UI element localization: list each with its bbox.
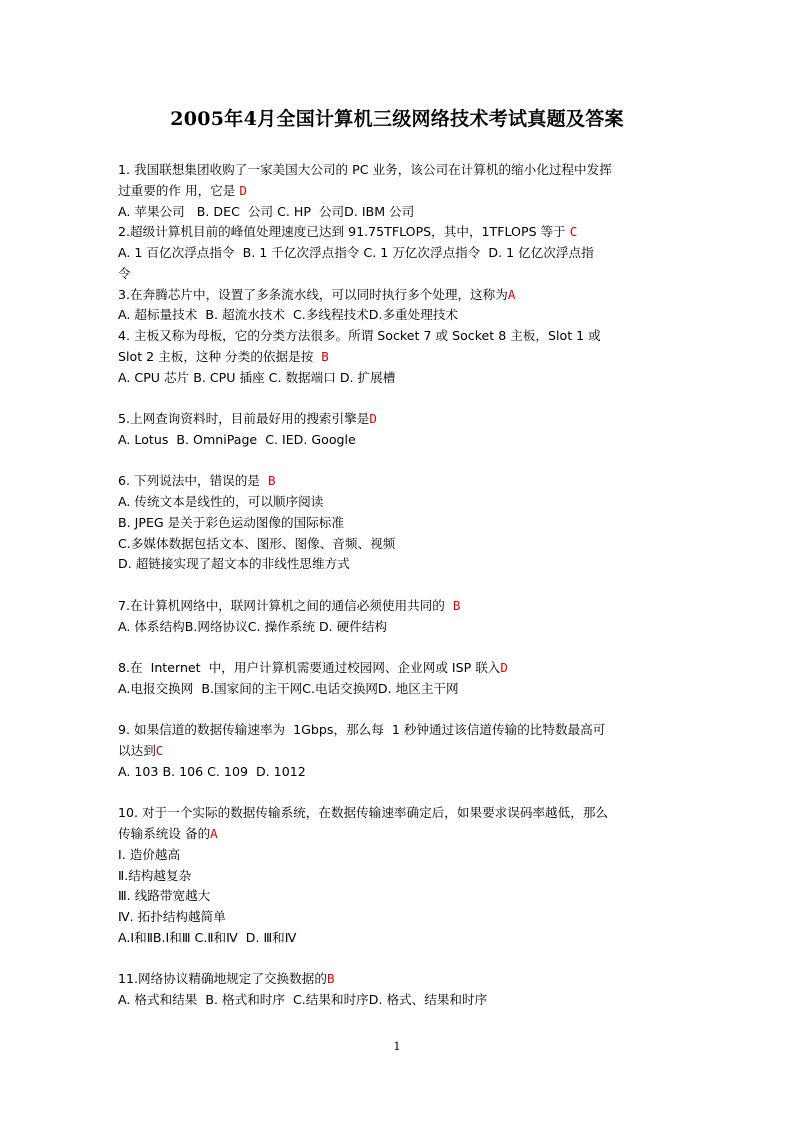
question-8: [118, 658, 684, 700]
question-line: [118, 824, 684, 845]
question-11: [118, 969, 684, 1011]
question-line: [118, 222, 684, 243]
question-line: [118, 243, 684, 264]
question-line: [118, 326, 684, 347]
answer-key: B: [452, 597, 461, 613]
question-line: [118, 658, 684, 679]
question-line: [118, 990, 684, 1011]
question-text: 传输系统设 备的: [118, 826, 211, 841]
question-line: [118, 471, 684, 492]
question-line: [118, 264, 684, 285]
answer-key: C: [569, 224, 578, 240]
question-text: A. 1 百亿次浮点指令 B. 1 千亿次浮点指令 C. 1 万亿次浮点指令 D. 1 亿亿次浮点指: [118, 245, 594, 260]
question-text: Ⅲ. 线路带宽越大: [118, 888, 211, 904]
question-line: [118, 762, 684, 783]
question-text: 6. 下列说法中，错误的是: [118, 473, 268, 489]
question-line: [118, 720, 684, 741]
question-text: A.Ⅰ和ⅡB.Ⅰ和Ⅲ C.Ⅱ和Ⅳ D. Ⅲ和Ⅳ: [118, 929, 297, 945]
question-line: [118, 368, 684, 389]
answer-key: A: [210, 826, 218, 841]
question-text: 10. 对于一个实际的数据传输系统，在数据传输速率确定后，如果要求误码率越低，那么: [118, 805, 609, 821]
question-text: 2.超级计算机目前的峰值处理速度已达到 91.75TFLOPS，其中，1TFLOPS 等于: [118, 224, 570, 240]
question-text: 11.网络协议精确地规定了交换数据的: [118, 971, 327, 987]
question-line: [118, 845, 684, 866]
question-text: Ⅳ. 拓扑结构越简单: [118, 909, 226, 924]
question-5: [118, 409, 684, 451]
question-10: [118, 803, 684, 948]
document-title: 2005年4月全国计算机三级网络技术考试真题及答案: [170, 108, 624, 130]
question-1: [118, 160, 684, 222]
question-line: [118, 492, 684, 513]
question-7: [118, 596, 684, 638]
answer-key: A: [507, 286, 516, 302]
question-text: A. 格式和结果 B. 格式和时序 C.结果和时序D. 格式、结果和时序: [118, 992, 488, 1007]
question-4: [118, 326, 684, 388]
question-text: 5.上网查询资料时，目前最好用的搜索引擎是: [118, 411, 370, 426]
question-line: [118, 617, 684, 638]
question-line: [118, 866, 684, 887]
question-text: A. 超标量技术 B. 超流水技术 C.多线程技术D.多重处理技术: [118, 307, 459, 323]
answer-key: B: [267, 473, 276, 489]
question-line: [118, 741, 684, 762]
question-6: [118, 471, 684, 575]
answer-key: D: [239, 182, 247, 198]
question-line: [118, 534, 684, 555]
answer-key: C: [155, 743, 164, 758]
question-line: [118, 969, 684, 990]
answer-key: B: [326, 971, 335, 987]
question-text: 过重要的作 用，它是: [118, 182, 240, 198]
question-text: A. 103 B. 106 C. 109 D. 1012: [118, 763, 306, 779]
question-2: [118, 222, 684, 284]
question-text: A. Lotus B. OmniPage C. IED. Google: [118, 431, 356, 447]
question-text: Slot 2 主板，这种 分类的依据是按: [118, 348, 322, 364]
question-line: [118, 803, 684, 824]
question-line: [118, 285, 684, 306]
question-text: 4. 主板又称为母板，它的分类方法很多。所谓 Socket 7 或 Socket 8 主板，Slot 1 或: [118, 328, 601, 343]
question-list: [118, 160, 684, 1032]
question-line: [118, 907, 684, 928]
question-line: [118, 430, 684, 451]
question-text: A.电报交换网 B.国家间的主干网C.电话交换网D. 地区主干网: [118, 680, 459, 696]
answer-key: D: [369, 411, 377, 426]
question-line: [118, 409, 684, 430]
question-line: [118, 554, 684, 575]
question-text: B. JPEG 是关于彩色运动图像的国际标准: [118, 514, 344, 530]
question-line: [118, 596, 684, 617]
answer-key: B: [321, 348, 329, 364]
question-text: A. 传统文本是线性的，可以顺序阅读: [118, 494, 324, 509]
question-line: [118, 181, 684, 202]
question-text: Ⅱ.结构越复杂: [118, 867, 192, 883]
question-9: [118, 720, 684, 782]
question-text: Ⅰ. 造价越高: [118, 846, 181, 862]
question-text: 7.在计算机网络中，联网计算机之间的通信必须使用共同的: [118, 597, 453, 613]
question-text: 9. 如果信道的数据传输速率为 1Gbps，那么每 1 秒钟通过该信道传输的比特数最高可: [118, 722, 606, 738]
question-line: [118, 160, 684, 181]
question-text: 以达到: [118, 743, 156, 758]
question-text: C.多媒体数据包括文本、图形、图像、音频、视频: [118, 535, 396, 551]
question-text: A. CPU 芯片 B. CPU 插座 C. 数据端口 D. 扩展槽: [118, 369, 396, 385]
question-3: [118, 285, 684, 327]
question-text: A. 苹果公司 B. DEC 公司 C. HP 公司D. IBM 公司: [118, 203, 415, 219]
question-line: [118, 305, 684, 326]
question-line: [118, 513, 684, 534]
question-text: 8.在 Internet 中，用户计算机需要通过校园网、企业网或 ISP 联入: [118, 660, 501, 675]
question-text: A. 体系结构B.网络协议C. 操作系统 D. 硬件结构: [118, 618, 388, 634]
answer-key: D: [500, 660, 508, 675]
question-text: D. 超链接实现了超文本的非线性思维方式: [118, 556, 350, 572]
page-number: 1: [393, 1040, 401, 1053]
question-text: 3.在奔腾芯片中，设置了多条流水线，可以同时执行多个处理，这称为: [118, 286, 508, 302]
question-text: 1. 我国联想集团收购了一家美国大公司的 PC 业务，该公司在计算机的缩小化过程中发挥: [118, 162, 612, 177]
question-line: [118, 679, 684, 700]
question-line: [118, 886, 684, 907]
question-line: [118, 928, 684, 949]
question-line: [118, 347, 684, 368]
question-text: 令: [118, 265, 131, 281]
question-line: [118, 202, 684, 223]
